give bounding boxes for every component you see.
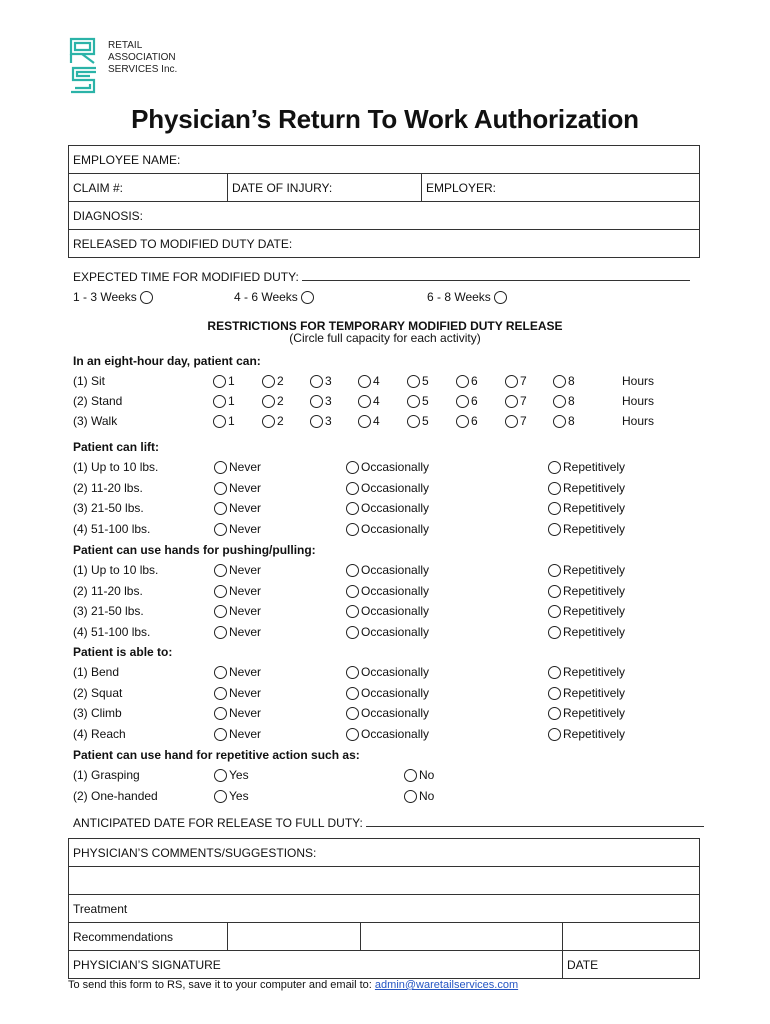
item-label: (4) 51-100 lbs. [73,624,151,639]
frequency-option[interactable] [548,584,625,598]
frequency-option[interactable] [346,584,429,598]
item-label: (1) Up to 10 lbs. [73,563,159,577]
frequency-option[interactable] [548,625,625,639]
radio-circle-icon[interactable] [456,375,469,388]
hour-option[interactable] [358,414,380,428]
frequency-option-label: Never [229,521,262,536]
hour-option-label: 1 [228,414,235,428]
frequency-option[interactable] [214,625,261,639]
hour-option[interactable] [553,374,575,388]
frequency-option-label: Never [229,480,262,495]
yes-option-label: Yes [229,768,249,782]
frequency-option-label: Never [229,624,262,639]
hour-option-label: 6 [471,394,478,408]
item-label: (3) 21-50 lbs. [73,604,144,618]
released-date-field[interactable]: RELEASED TO MODIFIED DUTY DATE: [69,230,700,258]
hour-option-label: 4 [373,374,380,388]
radio-circle-icon[interactable] [548,523,561,536]
hours-heading: In an eight-hour day, patient can: [73,354,261,368]
restrictions-subheading: (Circle full capacity for each activity) [289,331,481,345]
frequency-option-label: Repetitively [563,501,626,515]
physician-comments-field[interactable]: PHYSICIAN’S COMMENTS/SUGGESTIONS: [69,839,700,867]
activity-label: (3) Walk [73,414,118,428]
hour-option-label: 3 [325,394,332,408]
radio-circle-icon[interactable] [358,415,371,428]
frequency-option[interactable] [548,460,625,474]
page-title: Physician’s Return To Work Authorization [131,104,639,134]
frequency-option-label: Occasionally [361,480,430,495]
activity-label: (1) Sit [73,374,106,388]
lift-section-heading: Patient can lift: [73,440,160,454]
radio-circle-icon[interactable] [310,375,323,388]
hour-option[interactable] [262,394,284,408]
yes-option[interactable] [214,789,249,803]
hour-option[interactable] [456,414,478,428]
physician-signature-field[interactable]: PHYSICIAN’S SIGNATURE [69,951,563,979]
item-label: (1) Up to 10 lbs. [73,460,159,474]
frequency-option-label: Never [229,563,262,577]
frequency-option[interactable] [214,665,261,679]
frequency-option-label: Occasionally [361,604,430,618]
item-label: (2) Squat [73,685,123,700]
radio-circle-icon[interactable] [548,564,561,577]
expected-time-label: EXPECTED TIME FOR MODIFIED DUTY: [73,270,299,284]
frequency-option-label: Occasionally [361,624,430,639]
radio-circle-icon[interactable] [548,626,561,639]
radio-circle-icon[interactable] [505,395,518,408]
hour-option[interactable] [505,374,527,388]
employee-name-field[interactable]: EMPLOYEE NAME: [69,146,700,174]
company-logo [68,36,218,96]
radio-circle-icon[interactable] [346,482,359,495]
frequency-option-label: Never [229,501,262,515]
radio-circle-icon[interactable] [548,461,561,474]
frequency-option[interactable] [346,522,429,536]
frequency-option-label: Occasionally [361,665,430,679]
frequency-option[interactable] [214,481,261,495]
radio-circle-icon[interactable] [214,728,227,741]
footer-note [68,979,518,991]
radio-circle-icon[interactable] [407,395,420,408]
frequency-option[interactable] [346,481,429,495]
physician-table [68,838,700,979]
frequency-option[interactable] [214,584,261,598]
radio-circle-icon[interactable] [346,585,359,598]
frequency-option[interactable] [346,563,429,577]
item-label: (3) Climb [73,706,122,720]
treatment-field[interactable]: Treatment [69,895,700,923]
hour-option-label: 7 [520,374,527,388]
hour-option[interactable] [553,414,575,428]
frequency-option[interactable] [548,604,625,618]
hour-option[interactable] [505,414,527,428]
radio-circle-icon[interactable] [456,395,469,408]
footer-text: To send this form to RS, save it to your computer and email to: [68,979,375,991]
hour-option-label: 3 [325,414,332,428]
expected-option-label: 4 - 6 Weeks [234,290,298,304]
email-link[interactable]: admin@waretailservices.com [374,979,519,991]
hour-option-label: 2 [277,414,284,428]
radio-circle-icon[interactable] [214,769,227,782]
no-option[interactable] [404,789,434,803]
yes-option[interactable] [214,768,249,782]
frequency-option-label: Repetitively [563,521,626,536]
frequency-option-label: Repetitively [563,706,626,720]
radio-circle-icon[interactable] [548,585,561,598]
hour-option-label: 8 [568,374,575,388]
radio-circle-icon[interactable] [346,605,359,618]
frequency-option[interactable] [548,727,625,741]
claim-field[interactable]: CLAIM #: [69,174,228,202]
frequency-option-label: Never [229,726,262,741]
radio-circle-icon[interactable] [346,564,359,577]
logo-line: ASSOCIATION [108,52,176,63]
radio-circle-icon[interactable] [548,687,561,700]
item-label: (3) 21-50 lbs. [73,501,144,515]
frequency-option-label: Repetitively [563,460,626,474]
radio-circle-icon[interactable] [407,375,420,388]
frequency-option-label: Repetitively [563,685,626,700]
frequency-option-label: Repetitively [563,726,626,741]
radio-circle-icon[interactable] [346,728,359,741]
radio-circle-icon[interactable] [358,375,371,388]
frequency-option[interactable] [346,625,429,639]
item-label: (4) Reach [73,726,126,741]
frequency-option[interactable] [548,481,625,495]
hour-option[interactable] [213,374,235,388]
hour-option[interactable] [505,394,527,408]
date-field[interactable]: DATE [563,951,700,979]
hour-option-label: 5 [422,414,429,428]
hour-option-label: 2 [277,374,284,388]
frequency-option[interactable] [214,501,261,515]
hour-option[interactable] [262,414,284,428]
frequency-option[interactable] [346,460,429,474]
hour-option[interactable] [213,414,235,428]
no-option-label: No [419,789,435,803]
frequency-option-label: Repetitively [563,583,626,598]
frequency-option[interactable] [214,686,261,700]
radio-circle-icon[interactable] [548,707,561,720]
hour-option-label: 1 [228,374,235,388]
radio-circle-icon[interactable] [214,605,227,618]
radio-circle-icon[interactable] [262,415,275,428]
radio-circle-icon[interactable] [548,502,561,515]
item-label: (1) Bend [73,665,120,679]
radio-circle-icon[interactable] [494,291,507,304]
radio-circle-icon[interactable] [310,395,323,408]
radio-circle-icon[interactable] [301,291,314,304]
hour-option-label: 6 [471,414,478,428]
frequency-option[interactable] [346,686,429,700]
rs-logo-icon [68,36,100,94]
hour-option[interactable] [310,394,332,408]
radio-circle-icon[interactable] [213,415,226,428]
radio-circle-icon[interactable] [214,666,227,679]
frequency-option-label: Never [229,706,262,720]
radio-circle-icon[interactable] [262,395,275,408]
radio-circle-icon[interactable] [548,666,561,679]
hour-option-label: 5 [422,374,429,388]
radio-circle-icon[interactable] [140,291,153,304]
item-label: (4) 51-100 lbs. [73,521,151,536]
hour-option-label: 5 [422,394,429,408]
hour-option-label: 6 [471,374,478,388]
activity-label: (2) Stand [73,394,123,408]
hour-option-label: 1 [228,394,235,408]
radio-circle-icon[interactable] [346,523,359,536]
hour-option-label: 2 [277,394,284,408]
radio-circle-icon[interactable] [214,564,227,577]
hour-option[interactable] [407,394,429,408]
frequency-option-label: Occasionally [361,706,430,720]
frequency-option-label: Never [229,665,262,679]
item-label: (2) 11-20 lbs. [73,583,143,598]
radio-circle-icon[interactable] [214,482,227,495]
date-of-injury-field[interactable]: DATE OF INJURY: [228,174,422,202]
anticipated-label: ANTICIPATED DATE FOR RELEASE TO FULL DUTY: [73,816,363,830]
frequency-option-label: Repetitively [563,480,626,495]
frequency-option[interactable] [214,563,261,577]
expected-option[interactable] [427,290,509,304]
frequency-option-label: Never [229,604,262,618]
hand-section-heading: Patient can use hand for repetitive action such as: [73,748,360,762]
radio-circle-icon[interactable] [346,666,359,679]
radio-circle-icon[interactable] [214,585,227,598]
frequency-option[interactable] [548,706,625,720]
recommendations-cell[interactable] [361,923,563,951]
radio-circle-icon[interactable] [213,395,226,408]
frequency-option[interactable] [346,604,429,618]
frequency-option-label: Repetitively [563,604,626,618]
hour-option[interactable] [262,374,284,388]
item-label: (2) 11-20 lbs. [73,480,143,495]
frequency-option-label: Repetitively [563,665,626,679]
employer-field[interactable]: EMPLOYER: [422,174,700,202]
radio-circle-icon[interactable] [346,707,359,720]
hour-option-label: 8 [568,414,575,428]
frequency-option-label: Repetitively [563,624,626,639]
radio-circle-icon[interactable] [310,415,323,428]
hour-option-label: 7 [520,414,527,428]
hour-option[interactable] [358,374,380,388]
radio-circle-icon[interactable] [262,375,275,388]
frequency-option-label: Never [229,460,262,474]
hour-option[interactable] [358,394,380,408]
no-option[interactable] [404,768,434,782]
hour-option[interactable] [310,374,332,388]
hour-option[interactable] [407,414,429,428]
recommendations-cell[interactable] [228,923,361,951]
hour-option[interactable] [553,394,575,408]
frequency-option-label: Occasionally [361,726,430,741]
logo-line: SERVICES Inc. [108,64,178,75]
radio-circle-icon[interactable] [214,502,227,515]
frequency-option[interactable] [548,522,625,536]
recommendations-field[interactable]: Recommendations [69,923,228,951]
recommendations-cell[interactable] [563,923,700,951]
frequency-option-label: Occasionally [361,501,430,515]
radio-circle-icon[interactable] [214,707,227,720]
frequency-option-label: Never [229,685,262,700]
radio-circle-icon[interactable] [404,769,417,782]
frequency-option[interactable] [548,501,625,515]
radio-circle-icon[interactable] [548,605,561,618]
radio-circle-icon[interactable] [553,395,566,408]
frequency-option[interactable] [346,501,429,515]
logo-line: RETAIL [108,40,143,51]
radio-circle-icon[interactable] [346,687,359,700]
hour-option[interactable] [310,414,332,428]
radio-circle-icon[interactable] [553,375,566,388]
radio-circle-icon[interactable] [214,790,227,803]
radio-circle-icon[interactable] [548,482,561,495]
frequency-option[interactable] [548,686,625,700]
frequency-option[interactable] [548,563,625,577]
hour-option[interactable] [456,394,478,408]
frequency-option[interactable] [548,665,625,679]
frequency-option-label: Never [229,583,262,598]
radio-circle-icon[interactable] [548,728,561,741]
hour-option-label: 8 [568,394,575,408]
expected-option[interactable] [73,290,155,304]
frequency-option-label: Occasionally [361,521,430,536]
anticipated-date-field[interactable] [73,816,704,830]
frequency-option-label: Occasionally [361,685,430,700]
frequency-option[interactable] [346,727,429,741]
radio-circle-icon[interactable] [214,523,227,536]
frequency-option-label: Occasionally [361,583,430,598]
frequency-option[interactable] [214,604,261,618]
hours-unit: Hours [622,374,655,388]
radio-circle-icon[interactable] [346,626,359,639]
hours-unit: Hours [622,394,655,408]
expected-option-label: 6 - 8 Weeks [427,290,491,304]
frequency-option[interactable] [346,706,429,720]
expected-option[interactable] [234,290,316,304]
expected-option-label: 1 - 3 Weeks [73,290,137,304]
frequency-option[interactable] [214,706,261,720]
hour-option-label: 3 [325,374,332,388]
radio-circle-icon[interactable] [553,415,566,428]
hour-option[interactable] [213,394,235,408]
yes-option-label: Yes [229,789,249,803]
radio-circle-icon[interactable] [346,502,359,515]
frequency-option[interactable] [214,460,261,474]
restrictions-heading: RESTRICTIONS FOR TEMPORARY MODIFIED DUTY RELEASE [207,319,563,333]
expected-time-field[interactable] [73,270,690,284]
radio-circle-icon[interactable] [214,626,227,639]
frequency-option[interactable] [346,665,429,679]
radio-circle-icon[interactable] [505,415,518,428]
frequency-option-label: Occasionally [361,460,430,474]
radio-circle-icon[interactable] [214,687,227,700]
frequency-option-label: Repetitively [563,563,626,577]
push-section-heading: Patient can use hands for pushing/pulling: [73,543,316,557]
hour-option-label: 4 [373,414,380,428]
hour-option-label: 4 [373,394,380,408]
radio-circle-icon[interactable] [407,415,420,428]
radio-circle-icon[interactable] [358,395,371,408]
employee-info-table [68,145,700,258]
item-label: (1) Grasping [73,768,140,782]
hours-unit: Hours [622,414,655,428]
no-option-label: No [419,768,435,782]
frequency-option[interactable] [214,727,261,741]
diagnosis-field[interactable]: DIAGNOSIS: [69,202,700,230]
hour-option-label: 7 [520,394,527,408]
frequency-option[interactable] [214,522,261,536]
comments-blank-line[interactable] [69,867,700,895]
frequency-option-label: Occasionally [361,563,430,577]
radio-circle-icon[interactable] [213,375,226,388]
able-section-heading: Patient is able to: [73,645,173,659]
radio-circle-icon[interactable] [404,790,417,803]
radio-circle-icon[interactable] [346,461,359,474]
hour-option[interactable] [407,374,429,388]
radio-circle-icon[interactable] [214,461,227,474]
radio-circle-icon[interactable] [505,375,518,388]
radio-circle-icon[interactable] [456,415,469,428]
item-label: (2) One-handed [73,789,158,803]
hour-option[interactable] [456,374,478,388]
